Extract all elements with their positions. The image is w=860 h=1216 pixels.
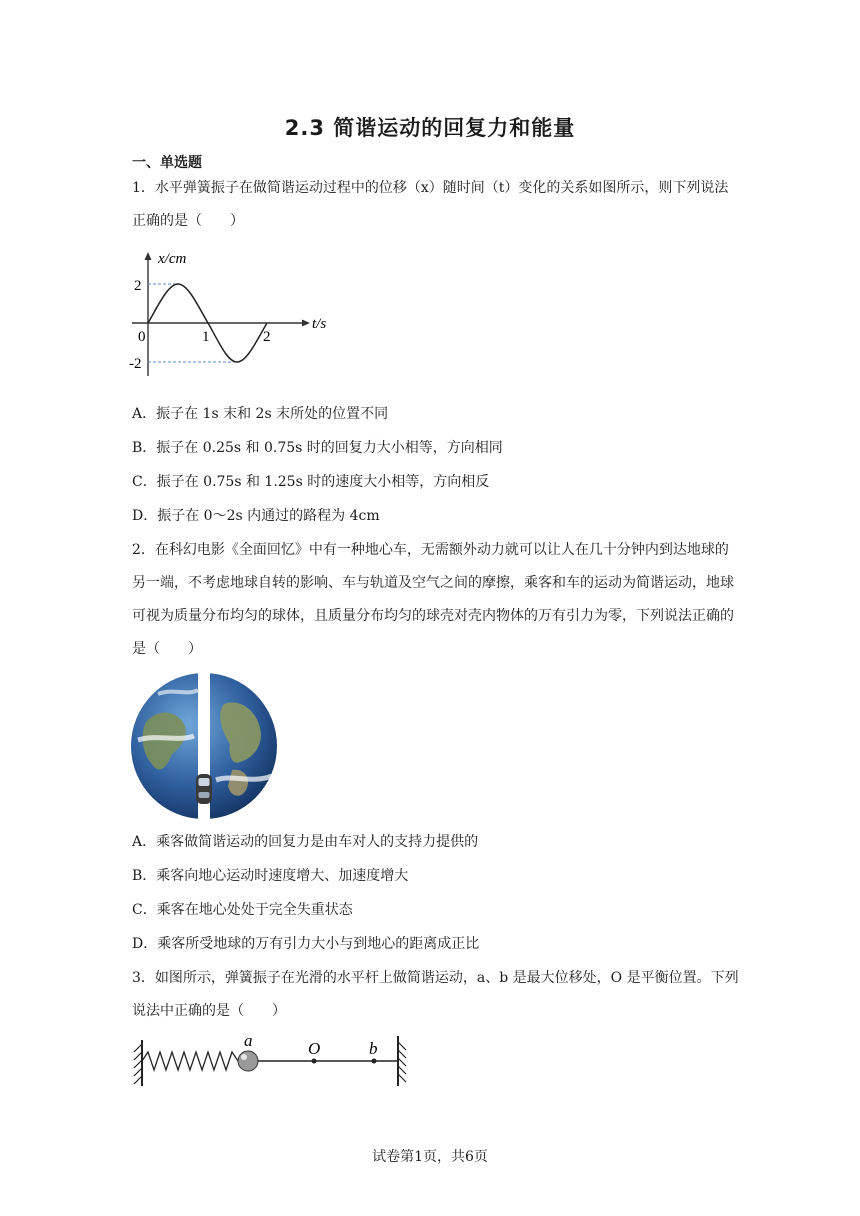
spring [142,1052,238,1070]
label-a: a [244,1031,253,1050]
question-1-stem: 1．水平弹簧振子在做简谐运动过程中的位移（x）随时间（t）变化的关系如图所示，则下列说法正确的是（ ） [132,180,729,229]
car-rear-window [199,792,210,798]
car-windshield [199,778,210,786]
y-axis-label: x/cm [158,251,187,267]
question-3-stem: 3．如图所示，弹簧振子在光滑的水平杆上做简谐运动，a、b 是最大位移处，O 是平衡位置。下列说法中正确的是（ ） [132,970,739,1019]
q1-option-a: A．振子在 1s 末和 2s 末所处的位置不同 [132,406,389,422]
page-footer: 试卷第1页，共6页 [372,1149,488,1165]
y-tick-neg2: -2 [129,356,142,372]
x-axis-label: t/s [312,316,327,332]
x-axis-arrow [302,320,310,327]
q2-option-c: C．乘客在地心处处于完全失重状态 [132,902,353,918]
x-tick-2: 2 [263,329,271,345]
earth-tunnel-image [128,670,280,822]
q2-option-d: D．乘客所受地球的万有引力大小与到地心的距离成正比 [132,936,480,952]
left-wall-hatch [134,1044,142,1084]
displacement-time-graph [128,248,338,380]
q2-option-b: B．乘客向地心运动时速度增大、加速度增大 [132,868,409,884]
q1-option-c: C．振子在 0.75s 和 1.25s 时的速度大小相等，方向相反 [132,474,490,490]
q2-option-a: A．乘客做简谐运动的回复力是由车对人的支持力提供的 [132,834,479,850]
cloud-band-3 [158,690,198,694]
origin-label: 0 [138,329,146,345]
label-b: b [369,1039,378,1058]
x-tick-1: 1 [202,329,210,345]
point-b [372,1059,377,1064]
ball-highlight [241,1054,247,1060]
point-o [312,1059,317,1064]
page-title: 2.3 简谐运动的回复力和能量 [284,116,576,140]
right-wall-hatch [398,1042,406,1082]
cloud-band-2 [216,776,272,780]
y-tick-2: 2 [134,278,142,294]
spring-oscillator-diagram [128,1030,414,1090]
q1-option-b: B．振子在 0.25s 和 0.75s 时的回复力大小相等，方向相同 [132,440,503,456]
section-heading: 一、单选题 [132,155,202,171]
q1-option-d: D．振子在 0～2s 内通过的路程为 4cm [132,508,380,524]
label-o: O [308,1039,321,1058]
question-2-stem: 2．在科幻电影《全面回忆》中有一种地心车，无需额外动力就可以让人在几十分钟内到达地球的另一端，不考虑地球自转的影响、车与轨道及空气之间的摩擦，乘客和车的运动为简谐运动，地球可视为质量分布均匀的球体，且质量分布均匀的球壳对壳内物体的万有引力为零，下列说法正确的是（ ） [132,542,734,657]
cloud-band-1 [138,736,194,740]
oscillator-ball [238,1051,258,1071]
y-axis-arrow [145,252,152,260]
